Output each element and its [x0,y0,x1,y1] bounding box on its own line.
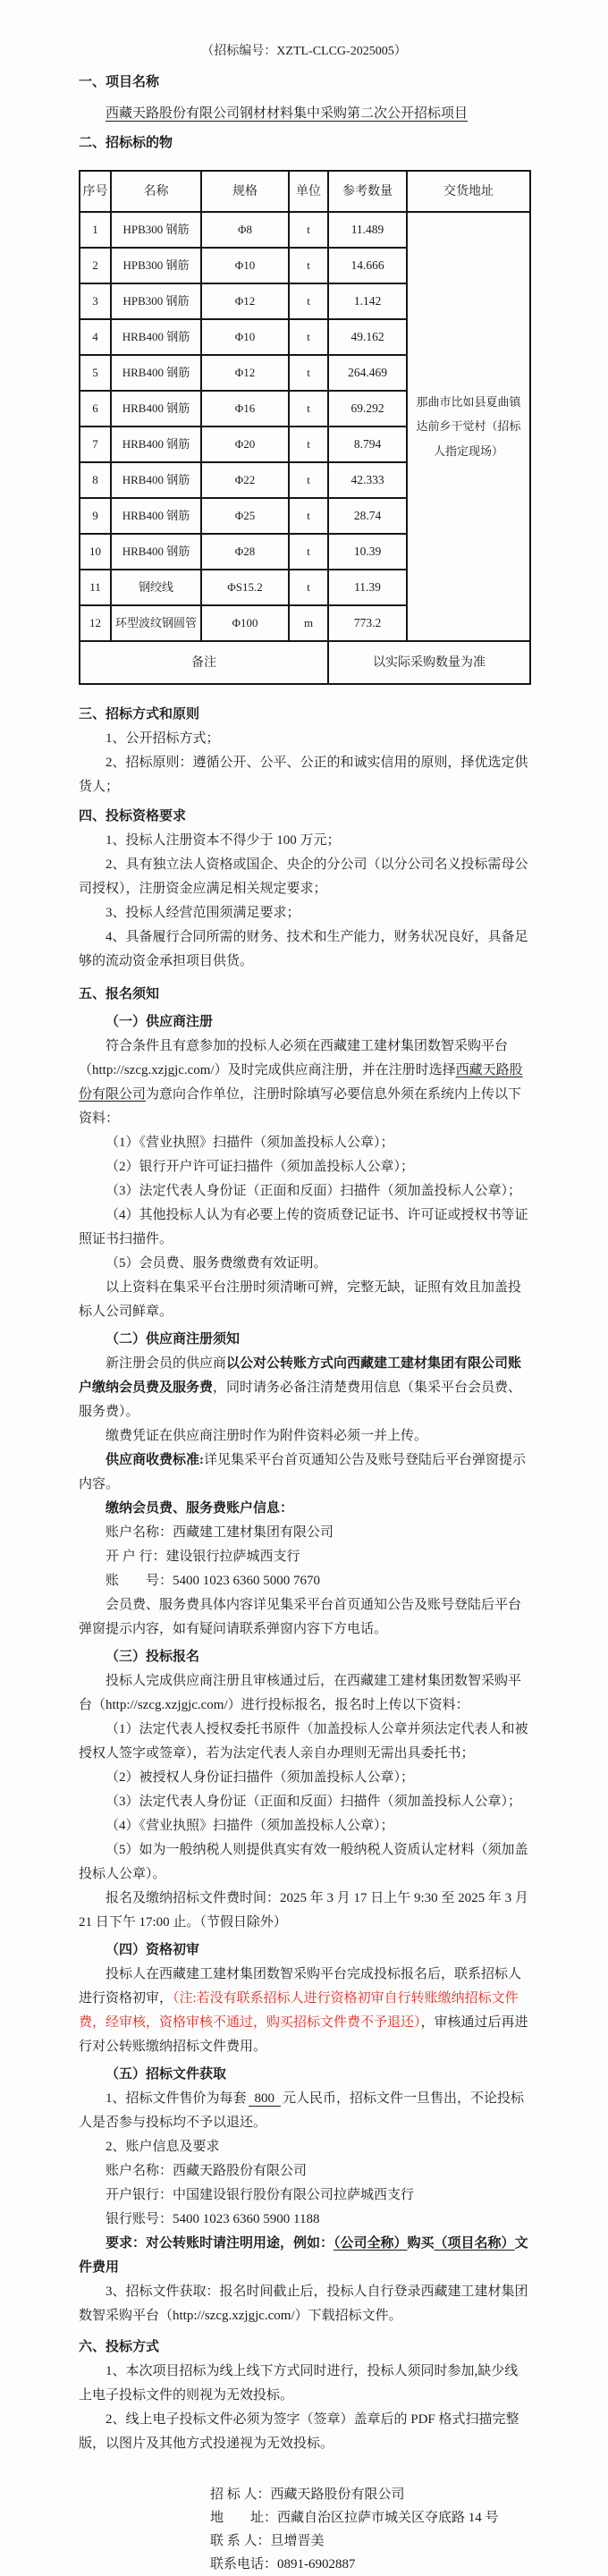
cell-qty: 264.469 [328,355,407,391]
cell-qty: 49.162 [328,319,407,355]
cell-spec: Φ10 [201,319,289,355]
document-price-value: 800 [249,2091,282,2107]
cell-qty: 10.39 [328,534,407,570]
qualification-item-3: 3、投标人经营范围须满足要求； [106,906,300,920]
cell-unit: t [289,427,328,462]
qualification-item-1: 1、投标人注册资本不得少于 100 万元； [106,833,341,848]
document-price-paragraph: 1、招标文件售价为每套 800 元人民币，招标文件一旦售出，不论投标人是否参与投标均不予以退还。 [79,2091,525,2130]
membership-account-name: 账户名称：西藏建工建材集团有限公司 [106,1525,334,1540]
cell-name: HRB400 钢筋 [111,391,201,427]
contact-block [210,2483,529,2576]
cell-name: HRB400 钢筋 [111,355,201,391]
bid-submission-item-2: 2、线上电子投标文件必须为签字（签章）盖章后的 PDF 格式扫描完整版，以图片及其他方式投递视为无效投标。 [79,2412,519,2451]
fee-standard-paragraph: 供应商收费标准:详见集采平台首页通知公告及账号登陆后平台弹窗提示内容。 [79,1453,527,1491]
registration-doc-item-3: （3）法定代表人身份证（正面和反面）扫描件（须加盖投标人公章）； [106,1184,522,1198]
document-acquisition-heading: （五）招标文件获取 [106,2067,227,2082]
cell-unit: m [289,605,328,641]
bidder-account-name: 账户名称：西藏天路股份有限公司 [106,2164,308,2178]
cell-name: HRB400 钢筋 [111,498,201,534]
address-line: 地 址：西藏自治区拉萨市城关区夺底路 14 号 [210,2511,499,2525]
cell-qty: 8.794 [328,427,407,462]
section-6-heading: 六、投标方式 [79,2340,160,2354]
cell-unit: t [289,462,328,498]
col-header-name: 名称 [111,171,201,212]
cell-seq: 8 [80,462,111,498]
qualification-item-4: 4、具备履行合同所需的财务、技术和生产能力，财务状况良好，具备足够的流动资金承担项目供货。 [79,930,528,968]
membership-account-heading: 缴纳会员费、服务费账户信息： [106,1501,294,1516]
cell-qty: 1.142 [328,283,407,319]
bid-method-item-2: 2、招标原则：遵循公开、公平、公正的和诚实信用的原则，择优选定供货人； [79,756,528,794]
supplier-registration-intro: 符合条件且有意参加的投标人必须在西藏建工建材集团数智采购平台（http://szcg.xzjgjc.com/）及时完成供应商注册，并在注册时选择西藏天路股份有限公司为意向合作单位，注册时除填写必要信息外须在系统内上传以下资料： [79,1039,523,1126]
fee-standard-label: 供应商收费标准: [106,1453,204,1467]
contact-phone-line: 联系电话：0891-6902887 [210,2557,356,2572]
preliminary-review-paragraph: 投标人在西藏建工建材集团数智采购平台完成投标报名后，联系招标人进行资格初审，（注:若没有联系招标人进行资格初审自行转账缴纳招标文件费，经审核，资格审核不通过，购买招标文件费不予退还），审核通过后再进行对公转账缴纳招标文件费用。 [79,1967,528,2054]
section-1-heading: 一、项目名称 [79,75,160,89]
cell-spec: Φ16 [201,391,289,427]
cell-unit: t [289,319,328,355]
cell-unit: t [289,391,328,427]
registration-doc-item-1: （1）《营业执照》扫描件（须加盖投标人公章）； [106,1136,394,1150]
table-header-row [80,171,530,212]
cell-name: HPB300 钢筋 [111,212,201,248]
col-header-unit: 单位 [289,171,328,212]
cell-unit: t [289,248,328,283]
goods-table [79,170,531,685]
cell-qty: 14.666 [328,248,407,283]
cell-unit: t [289,498,328,534]
tenderee-line: 招 标 人：西藏天路股份有限公司 [210,2487,405,2502]
section-4-heading: 四、投标资格要求 [79,809,187,823]
registration-notice-heading: （二）供应商注册须知 [106,1332,241,1347]
signup-doc-item-1: （1）法定代表人授权委托书原件（加盖投标人公章并须法定代表人和被授权人签字或签章），若为法定代表人亲自办理则无需出具委托书； [79,1722,528,1761]
document-download-paragraph: 3、招标文件获取：报名时间截止后，投标人自行登录西藏建工建材集团数智采购平台（http://szcg.xzjgjc.com/）下载招标文件。 [79,2285,528,2323]
signup-doc-item-4: （4）《营业执照》扫描件（须加盖投标人公章）； [106,1819,394,1833]
cell-unit: t [289,570,328,605]
cell-name: 钢绞线 [111,570,201,605]
cell-name: HPB300 钢筋 [111,248,201,283]
cell-seq: 7 [80,427,111,462]
signup-time-paragraph: 报名及缴纳招标文件费时间：2025 年 3 月 17 日上午 9:30 至 2025 年 3 月 21 日下午 17:00 止。（节假日除外） [79,1891,528,1930]
bold-payment-requirement: 以公对公转账方式向西藏建工建材集团有限公司账户缴纳会员费及服务费 [79,1356,522,1395]
cell-seq: 11 [80,570,111,605]
cell-unit: t [289,283,328,319]
account-info-item: 2、账户信息及要求 [106,2140,220,2154]
bid-signup-intro: 投标人完成供应商注册且审核通过后，在西藏建工建材集团数智采购平台（http://szcg.xzjgjc.com/）进行投标报名，报名时上传以下资料： [79,1674,522,1712]
bidder-account-bank: 开户银行：中国建设银行股份有限公司拉萨城西支行 [106,2188,415,2202]
cell-qty: 42.333 [328,462,407,498]
cell-spec: Φ8 [201,212,289,248]
registration-note: 以上资料在集采平台注册时须清晰可辨，完整无缺，证照有效且加盖投标人公司鲜章。 [79,1280,522,1319]
cell-seq: 9 [80,498,111,534]
cell-seq: 2 [80,248,111,283]
cell-qty: 28.74 [328,498,407,534]
cell-seq: 4 [80,319,111,355]
cell-qty: 11.39 [328,570,407,605]
cell-spec: Φ10 [201,248,289,283]
section-2-heading: 二、招标标的物 [79,136,173,150]
section-3-heading: 三、招标方式和原则 [79,707,200,722]
cell-name: HRB400 钢筋 [111,462,201,498]
cell-name: 环型波纹钢圆管 [111,605,201,641]
bid-method-item-1: 1、公开招标方式； [106,731,220,746]
remark-value-cell: 以实际采购数量为准 [328,641,530,684]
underlined-company-name: 西藏天路股份有限公司 [79,1063,523,1102]
fee-detail-paragraph: 会员费、服务费具体内容详见集采平台首页通知公告及账号登陆后平台弹窗提示内容，如有疑问请联系弹窗内容下方电话。 [79,1598,522,1636]
col-header-spec: 规格 [201,171,289,212]
preliminary-review-heading: （四）资格初审 [106,1943,200,1957]
bid-submission-item-1: 1、本次项目招标为线上线下方式同时进行，投标人须同时参加,缺少线上电子投标文件的则视为无效投标。 [79,2364,519,2403]
cell-seq: 6 [80,391,111,427]
signup-doc-item-5: （5）如为一般纳税人则提供真实有效一般纳税人资质认定材料（须加盖投标人公章）。 [79,1843,528,1881]
cell-unit: t [289,534,328,570]
cell-seq: 10 [80,534,111,570]
cell-spec: Φ100 [201,605,289,641]
membership-account-bank: 开 户 行：建设银行拉萨城西支行 [106,1550,300,1564]
cell-spec: Φ20 [201,427,289,462]
section-5-heading: 五、报名须知 [79,987,160,1001]
red-warning-note: （注:若没有联系招标人进行资格初审自行转账缴纳招标文件费，经审核，资格审核不通过，购买招标文件费不予退还） [79,1991,519,2030]
cell-unit: t [289,355,328,391]
membership-account-number: 账 号：5400 1023 6360 5000 7670 [106,1574,321,1588]
tender-number: （招标编号：XZTL-CLCG-2025005） [201,45,407,58]
registration-doc-item-2: （2）银行开户许可证扫描件（须加盖投标人公章）； [106,1160,415,1174]
cell-name: HRB400 钢筋 [111,427,201,462]
table-remark-row [80,641,530,684]
col-header-seq: 序号 [80,171,111,212]
remark-label-cell: 备注 [80,641,328,684]
payment-notice-paragraph: 新注册会员的供应商以公对公转账方式向西藏建工建材集团有限公司账户缴纳会员费及服务费，同时请务必备注清楚费用信息（集采平台会员费、服务费）。 [79,1356,522,1419]
cell-spec: Φ25 [201,498,289,534]
col-header-delivery: 交货地址 [407,171,530,212]
payment-voucher-paragraph: 缴费凭证在供应商注册时作为附件资料必须一并上传。 [106,1429,428,1443]
cell-spec: ΦS15.2 [201,570,289,605]
cell-qty: 773.2 [328,605,407,641]
transfer-requirement-paragraph: 要求：对公转账时请注明用途，例如：（公司全称）购买（项目名称）文件费用 [79,2236,528,2275]
col-header-qty: 参考数量 [328,171,407,212]
registration-doc-item-5: （5）会员费、服务费缴费有效证明。 [106,1256,327,1271]
project-title-text: 西藏天路股份有限公司钢材材料集中采购第二次公开招标项目 [106,106,469,121]
cell-spec: Φ12 [201,283,289,319]
cell-spec: Φ22 [201,462,289,498]
cell-name: HRB400 钢筋 [111,319,201,355]
supplier-registration-heading: （一）供应商注册 [106,1015,214,1029]
bidder-account-number: 银行账号：5400 1023 6360 5900 1188 [106,2212,320,2226]
registration-doc-item-4: （4）其他投标人认为有必要上传的资质登记证书、许可证或授权书等证照证书扫描件。 [79,1208,528,1246]
cell-name: HRB400 钢筋 [111,534,201,570]
cell-qty: 69.292 [328,391,407,427]
cell-unit: t [289,212,328,248]
table-row [80,212,530,248]
cell-spec: Φ12 [201,355,289,391]
company-fullname-placeholder: （公司全称） [334,2236,408,2251]
signup-doc-item-2: （2）被授权人身份证扫描件（须加盖投标人公章）； [106,1770,415,1785]
cell-seq: 12 [80,605,111,641]
cell-name: HPB300 钢筋 [111,283,201,319]
cell-seq: 1 [80,212,111,248]
cell-seq: 5 [80,355,111,391]
bid-signup-heading: （三）投标报名 [106,1650,200,1664]
cell-seq: 3 [80,283,111,319]
cell-qty: 11.489 [328,212,407,248]
project-name-placeholder: （项目名称） [434,2236,515,2251]
contact-person-line: 联 系 人：旦增晋美 [210,2534,325,2548]
signup-doc-item-3: （3）法定代表人身份证（正面和反面）扫描件（须加盖投标人公章）； [106,1795,522,1809]
cell-delivery-address: 那曲市比如县夏曲镇达前乡干觉村（招标人指定现场） [407,212,530,641]
project-title [79,102,529,126]
cell-spec: Φ28 [201,534,289,570]
qualification-item-2: 2、具有独立法人资格或国企、央企的分公司（以分公司名义投标需母公司授权），注册资金应满足相关规定要求； [79,857,528,896]
